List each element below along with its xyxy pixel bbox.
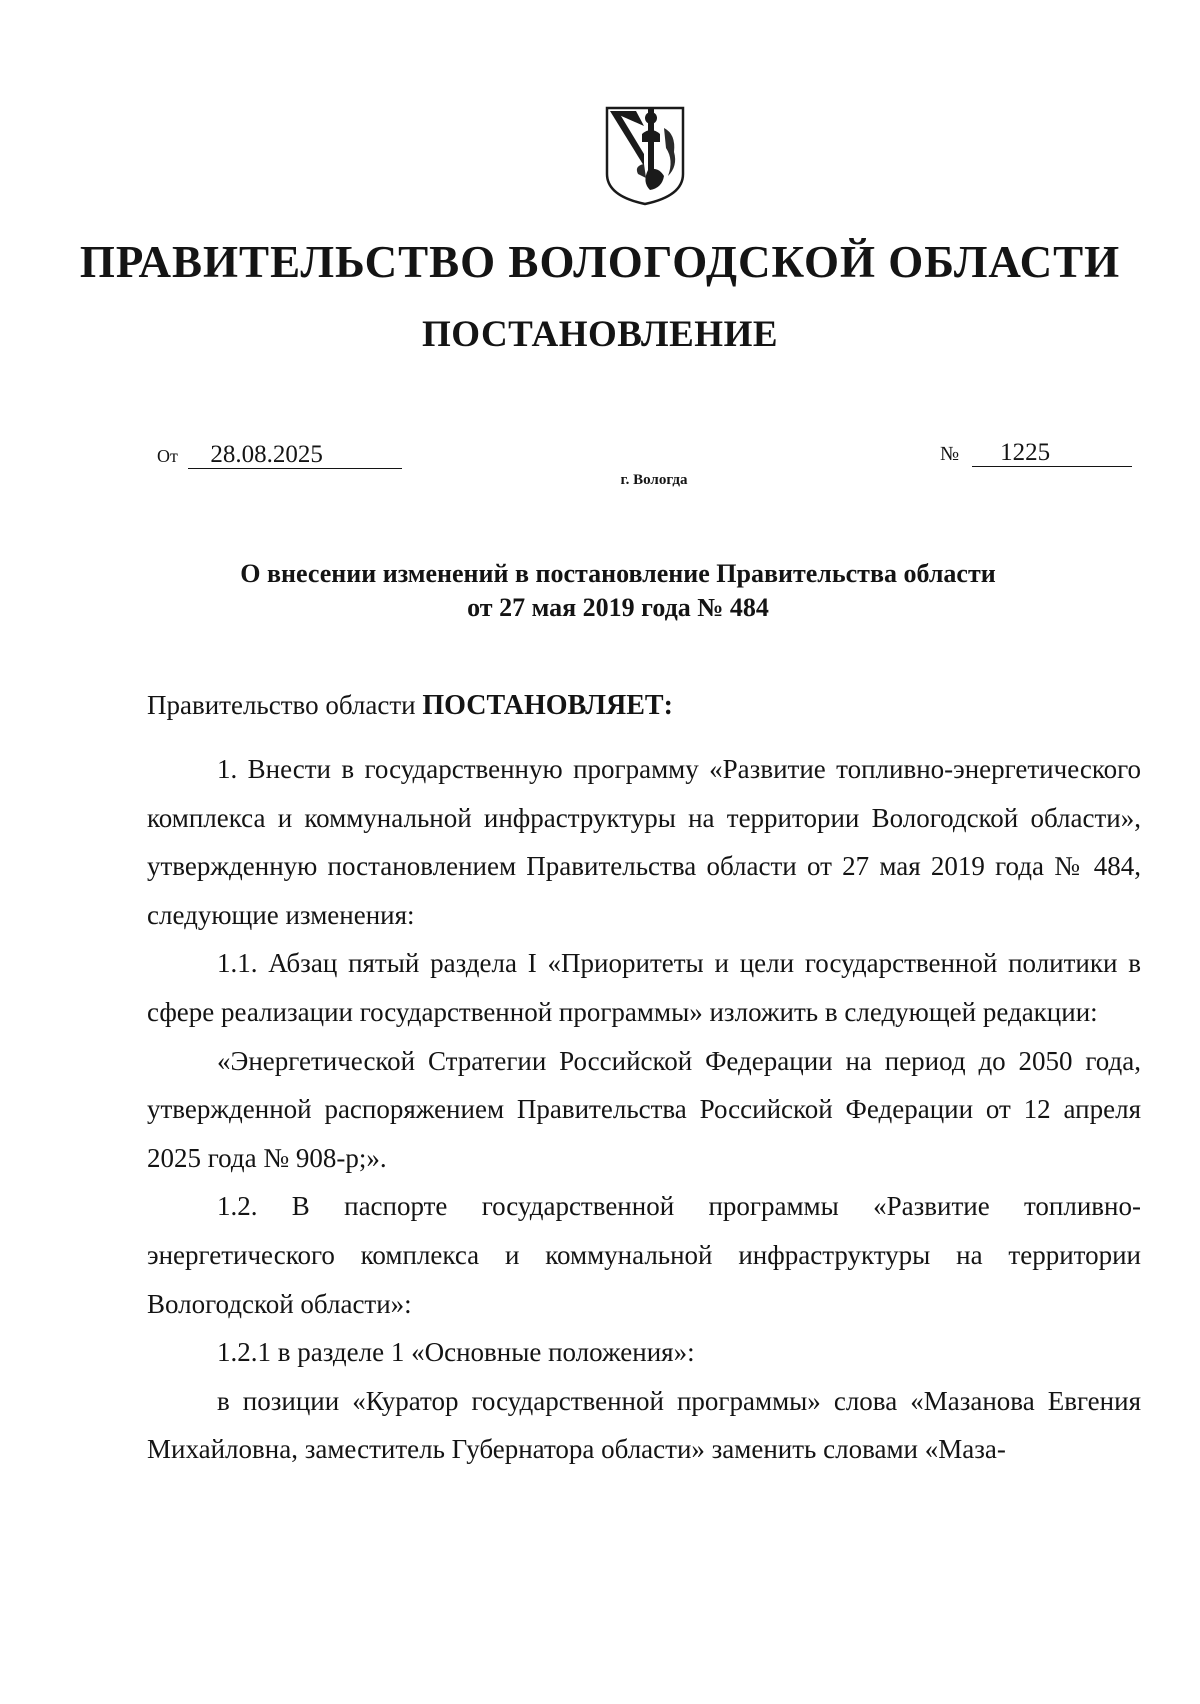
subject-line-2: от 27 мая 2019 года № 484 (467, 593, 769, 622)
paragraph-1-1: 1.1. Абзац пятый раздела I «Приоритеты и цели государственной политики в сфере реализации государственной программы» изложить в следующей редакции: (147, 948, 1141, 1027)
number-prefix: № (940, 443, 960, 465)
paragraph-1-2: 1.2. В паспорте государственной программы «Развитие топливно-энергетического комплекса и коммунальной инфраструктуры на территории Вологодской области»: (147, 1191, 1141, 1319)
preamble-text: Правительство области (147, 690, 416, 720)
date-value: 28.08.2025 (188, 442, 402, 469)
paragraph-curator: в позиции «Куратор государственной программы» слова «Мазанова Евгения Михайловна, заместитель Губернатора области» заменить словами «Маза- (147, 1385, 1141, 1465)
city-label: г. Вологда (620, 472, 688, 488)
paragraph-quote: «Энергетической Стратегии Российской Федерации на период до 2050 года, утвержденной распоряжением Правительства Российской Федерации от 12 апреля 2025 года № 908-р;». (147, 1045, 1141, 1173)
document-type-heading: ПОСТАНОВЛЕНИЕ (421, 314, 779, 355)
paragraph-1: 1. Внести в государственную программу «Развитие топливно-энергетического комплекса и коммунальной инфраструктуры на территории Вологодской области», утвержденную постановлением Правительства области от 27 мая 2019 года № 484, следующие изменения: (147, 754, 1141, 930)
organization-title: ПРАВИТЕЛЬСТВО ВОЛОГОДСКОЙ ОБЛАСТИ (79, 237, 1121, 287)
document-number (940, 440, 1132, 467)
number-value: 1225 (972, 440, 1132, 467)
coat-of-arms-icon (604, 104, 686, 206)
document-body (147, 745, 1141, 1474)
document-date (157, 442, 402, 469)
subject-line-1: О внесении изменений в постановление Правительства области (240, 559, 996, 588)
date-prefix: От (157, 446, 178, 466)
preamble-decree-word: ПОСТАНОВЛЯЕТ: (422, 690, 673, 721)
document-subject (0, 557, 1200, 625)
preamble (147, 690, 673, 722)
paragraph-1-2-1: 1.2.1 в разделе 1 «Основные положения»: (217, 1337, 695, 1368)
